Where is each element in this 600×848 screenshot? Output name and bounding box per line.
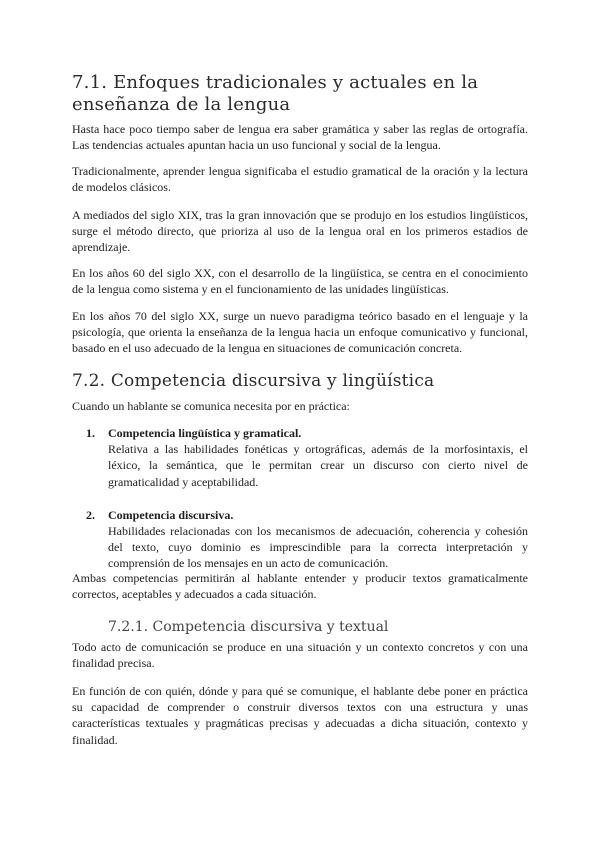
paragraph: Todo acto de comunicación se produce en una situación y un contexto concretos y con una finalidad precisa. xyxy=(72,640,528,671)
paragraph: En función de con quién, dónde y para qué se comunique, el hablante debe poner en práctica su capacidad de comprender o construir diversos textos con una estructura y unas características textuales y pragmáticas precisas y adecuadas a dicha situación, contexto y finalidad. xyxy=(72,684,528,747)
list-item-title: Competencia lingüística y gramatical. xyxy=(108,426,302,440)
paragraph: En los años 70 del siglo XX, surge un nuevo paradigma teórico basado en el lenguaje y la psicología, que orienta la enseñanza de la lengua hacia un enfoque comunicativo y funcional, basado en el uso adecuado de la lengua en situaciones de comunicación concreta. xyxy=(72,309,528,356)
paragraph: Ambas competencias permitirán al hablante entender y producir textos gramaticalmente correctos, aceptables y adecuados a cada situación. xyxy=(72,571,528,602)
section-heading-7-2-1: 7.2.1. Competencia discursiva y textual xyxy=(108,619,389,635)
section-intro: Cuando un hablante se comunica necesita por en práctica: xyxy=(72,399,350,413)
section-heading-7-2: 7.2. Competencia discursiva y lingüística xyxy=(72,371,435,391)
paragraph: Hasta hace poco tiempo saber de lengua era saber gramática y saber las reglas de ortografía. Las tendencias actuales apuntan hacia un uso funcional y social de la lengua. xyxy=(72,122,528,153)
paragraph: En los años 60 del siglo XX, con el desarrollo de la lingüística, se centra en el conocimiento de la lengua como sistema y en el funcionamiento de las unidades lingüísticas. xyxy=(72,266,528,297)
list-item-title: Competencia discursiva. xyxy=(108,507,234,522)
paragraph: Tradicionalmente, aprender lengua significaba el estudio gramatical de la oración y la lectura de modelos clásicos. xyxy=(72,164,528,195)
section-heading-7-1: 7.1. Enfoques tradicionales y actuales en la enseñanza de la lengua xyxy=(72,72,479,115)
list-item xyxy=(72,507,528,572)
list-item xyxy=(72,425,528,490)
paragraph: A mediados del siglo XIX, tras la gran innovación que se produjo en los estudios lingüísticos, surge el método directo, que prioriza al uso de la lengua oral en los primeros estadios de aprendizaje. xyxy=(72,208,528,255)
list-item-number: 1. xyxy=(86,426,95,440)
competencies-list xyxy=(72,425,528,572)
list-item-number: 2. xyxy=(86,507,95,522)
list-item-description: Relativa a las habilidades fonéticas y ortográficas, además de la morfosintaxis, el léxico, la semántica, que le permitan crear un discurso con cierto nivel de gramaticalidad y aceptabilidad. xyxy=(108,442,528,489)
list-item-description: Habilidades relacionadas con los mecanismos de adecuación, coherencia y cohesión del texto, cuyo dominio es imprescindible para la correcta interpretación y comprensión de los mensajes en un acto de comunicación. xyxy=(108,524,528,571)
